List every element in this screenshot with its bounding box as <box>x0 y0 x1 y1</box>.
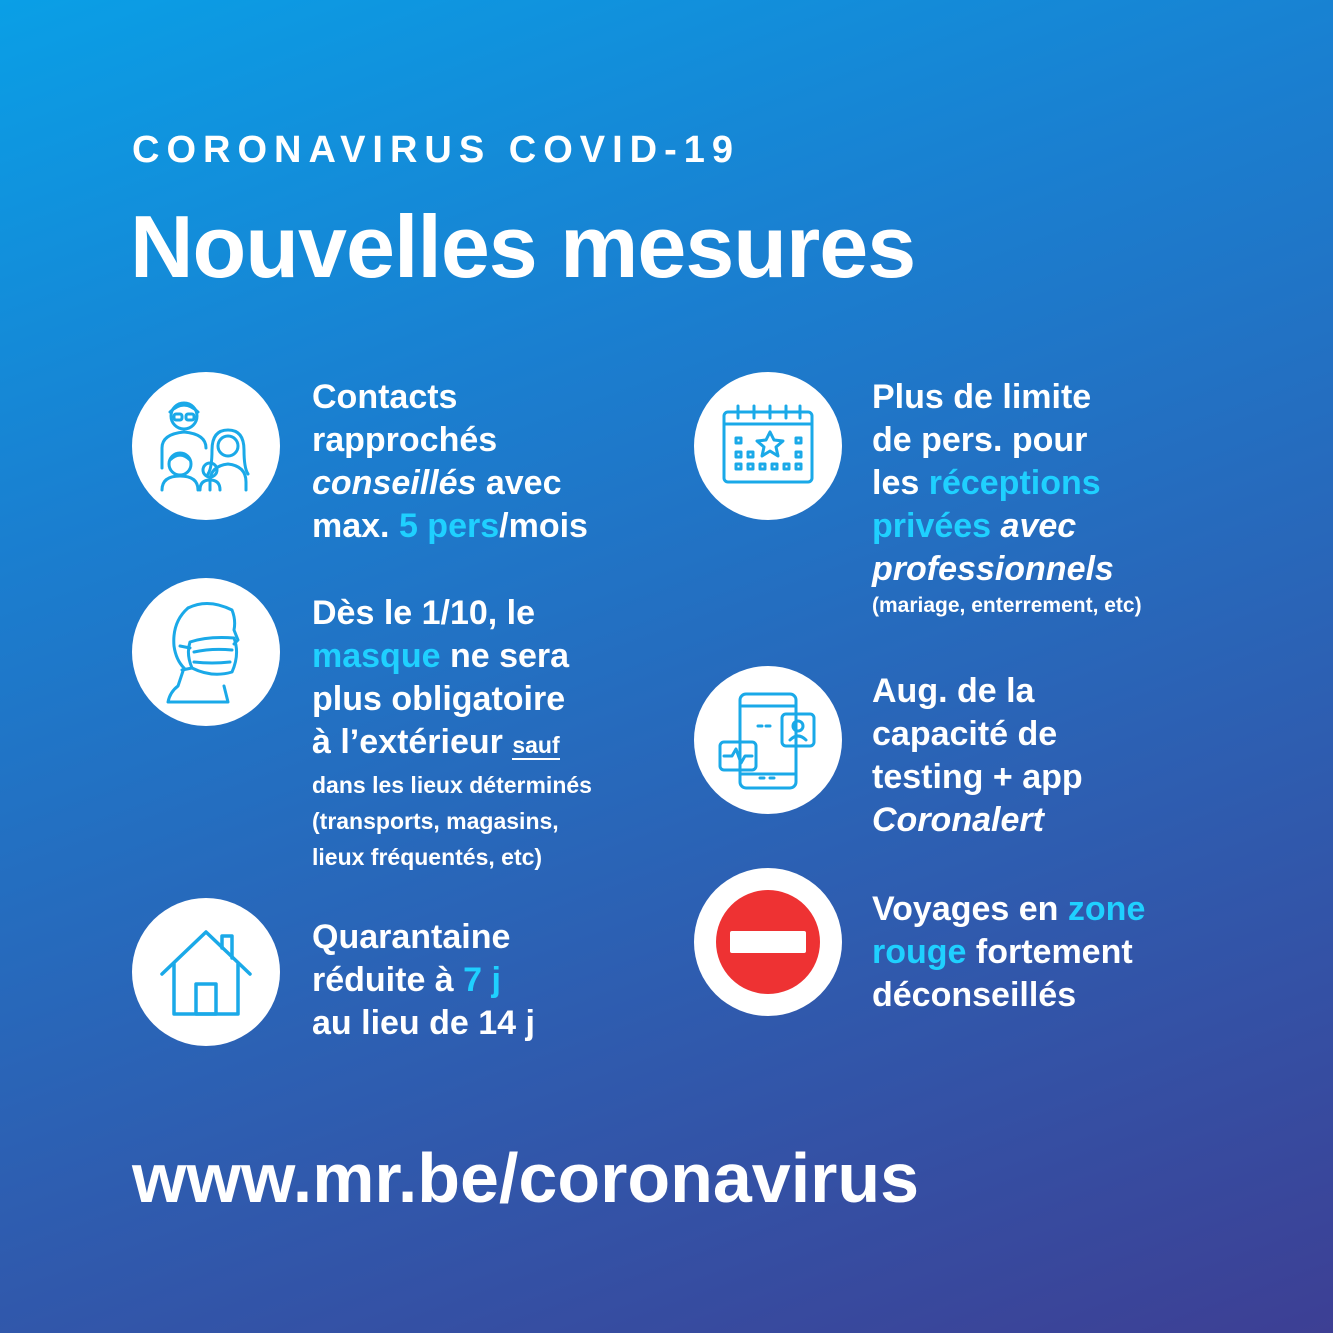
contacts-highlight: 5 pers <box>398 507 500 545</box>
quarantaine-line-2-pre: réduite à <box>312 961 464 999</box>
voyages-line-2 <box>872 931 1145 974</box>
masque-line-3: plus obligatoire <box>312 680 566 718</box>
testing-text <box>872 670 1083 842</box>
mask-icon <box>132 578 280 726</box>
masque-line-1: Dès le 1/10, le <box>312 594 536 632</box>
quarantaine-line-3: au lieu de 14 j <box>312 1004 535 1042</box>
calendar-icon <box>694 372 842 520</box>
receptions-line-3 <box>872 462 1142 505</box>
quarantaine-line-1: Quarantaine <box>312 918 511 956</box>
masque-underline: sauf <box>512 732 560 758</box>
contacts-line-3 <box>312 462 588 505</box>
voyages-line-3: déconseillés <box>872 976 1077 1014</box>
testing-line-2: capacité de <box>872 715 1058 753</box>
contacts-line-4 <box>312 505 588 548</box>
receptions-line-1: Plus de limite <box>872 378 1092 416</box>
quarantaine-line-2 <box>312 959 535 1002</box>
contacts-line-1: Contacts <box>312 378 458 416</box>
quarantaine-text <box>312 916 535 1045</box>
family-icon <box>132 372 280 520</box>
contacts-line-2: rapprochés <box>312 421 498 459</box>
contacts-em: conseillés <box>312 464 477 502</box>
masque-line-4-pre: à l’extérieur <box>312 723 513 761</box>
voyages-text <box>872 888 1145 1017</box>
no-entry-icon <box>694 868 842 1016</box>
masque-small-2: (transports, magasins, <box>312 808 559 834</box>
masque-line-2 <box>312 635 592 678</box>
receptions-line-5: professionnels <box>872 550 1114 588</box>
kicker-heading: CORONAVIRUS COVID-19 <box>132 129 741 171</box>
page-title: Nouvelles mesures <box>130 197 916 296</box>
receptions-line-2: de pers. pour <box>872 421 1088 459</box>
contacts-line-4-post: /mois <box>499 507 588 545</box>
masque-line-4 <box>312 721 592 767</box>
receptions-highlight-1: réceptions <box>928 464 1101 502</box>
receptions-text <box>872 376 1142 621</box>
voyages-highlight-2: rouge <box>872 933 967 971</box>
phone-app-icon <box>694 666 842 814</box>
masque-small-3: lieux fréquentés, etc) <box>312 844 543 870</box>
masque-line-2-rest: ne sera <box>440 637 570 675</box>
testing-line-4: Coronalert <box>872 801 1044 839</box>
footer-url-link[interactable]: www.mr.be/coronavirus <box>132 1139 920 1217</box>
voyages-line-1-pre: Voyages en <box>872 890 1068 928</box>
voyages-line-2-rest: fortement <box>966 933 1133 971</box>
masque-small-1: dans les lieux déterminés <box>312 772 592 798</box>
contacts-line-4-pre: max. <box>312 507 399 545</box>
contacts-line-3-rest: avec <box>476 464 562 502</box>
testing-line-1: Aug. de la <box>872 672 1035 710</box>
receptions-small-1: (mariage, enterrement, etc) <box>872 594 1142 617</box>
receptions-highlight-2: privées <box>872 507 992 545</box>
voyages-highlight-1: zone <box>1067 890 1146 928</box>
quarantaine-highlight: 7 j <box>463 961 501 999</box>
contacts-text <box>312 376 588 548</box>
masque-highlight: masque <box>312 637 441 675</box>
voyages-line-1 <box>872 888 1145 931</box>
masque-text <box>312 592 592 875</box>
house-icon <box>132 898 280 1046</box>
testing-line-3: testing + app <box>872 758 1083 796</box>
receptions-line-3-pre: les <box>872 464 929 502</box>
receptions-line-4 <box>872 505 1142 548</box>
receptions-em-1: avec <box>991 507 1077 545</box>
